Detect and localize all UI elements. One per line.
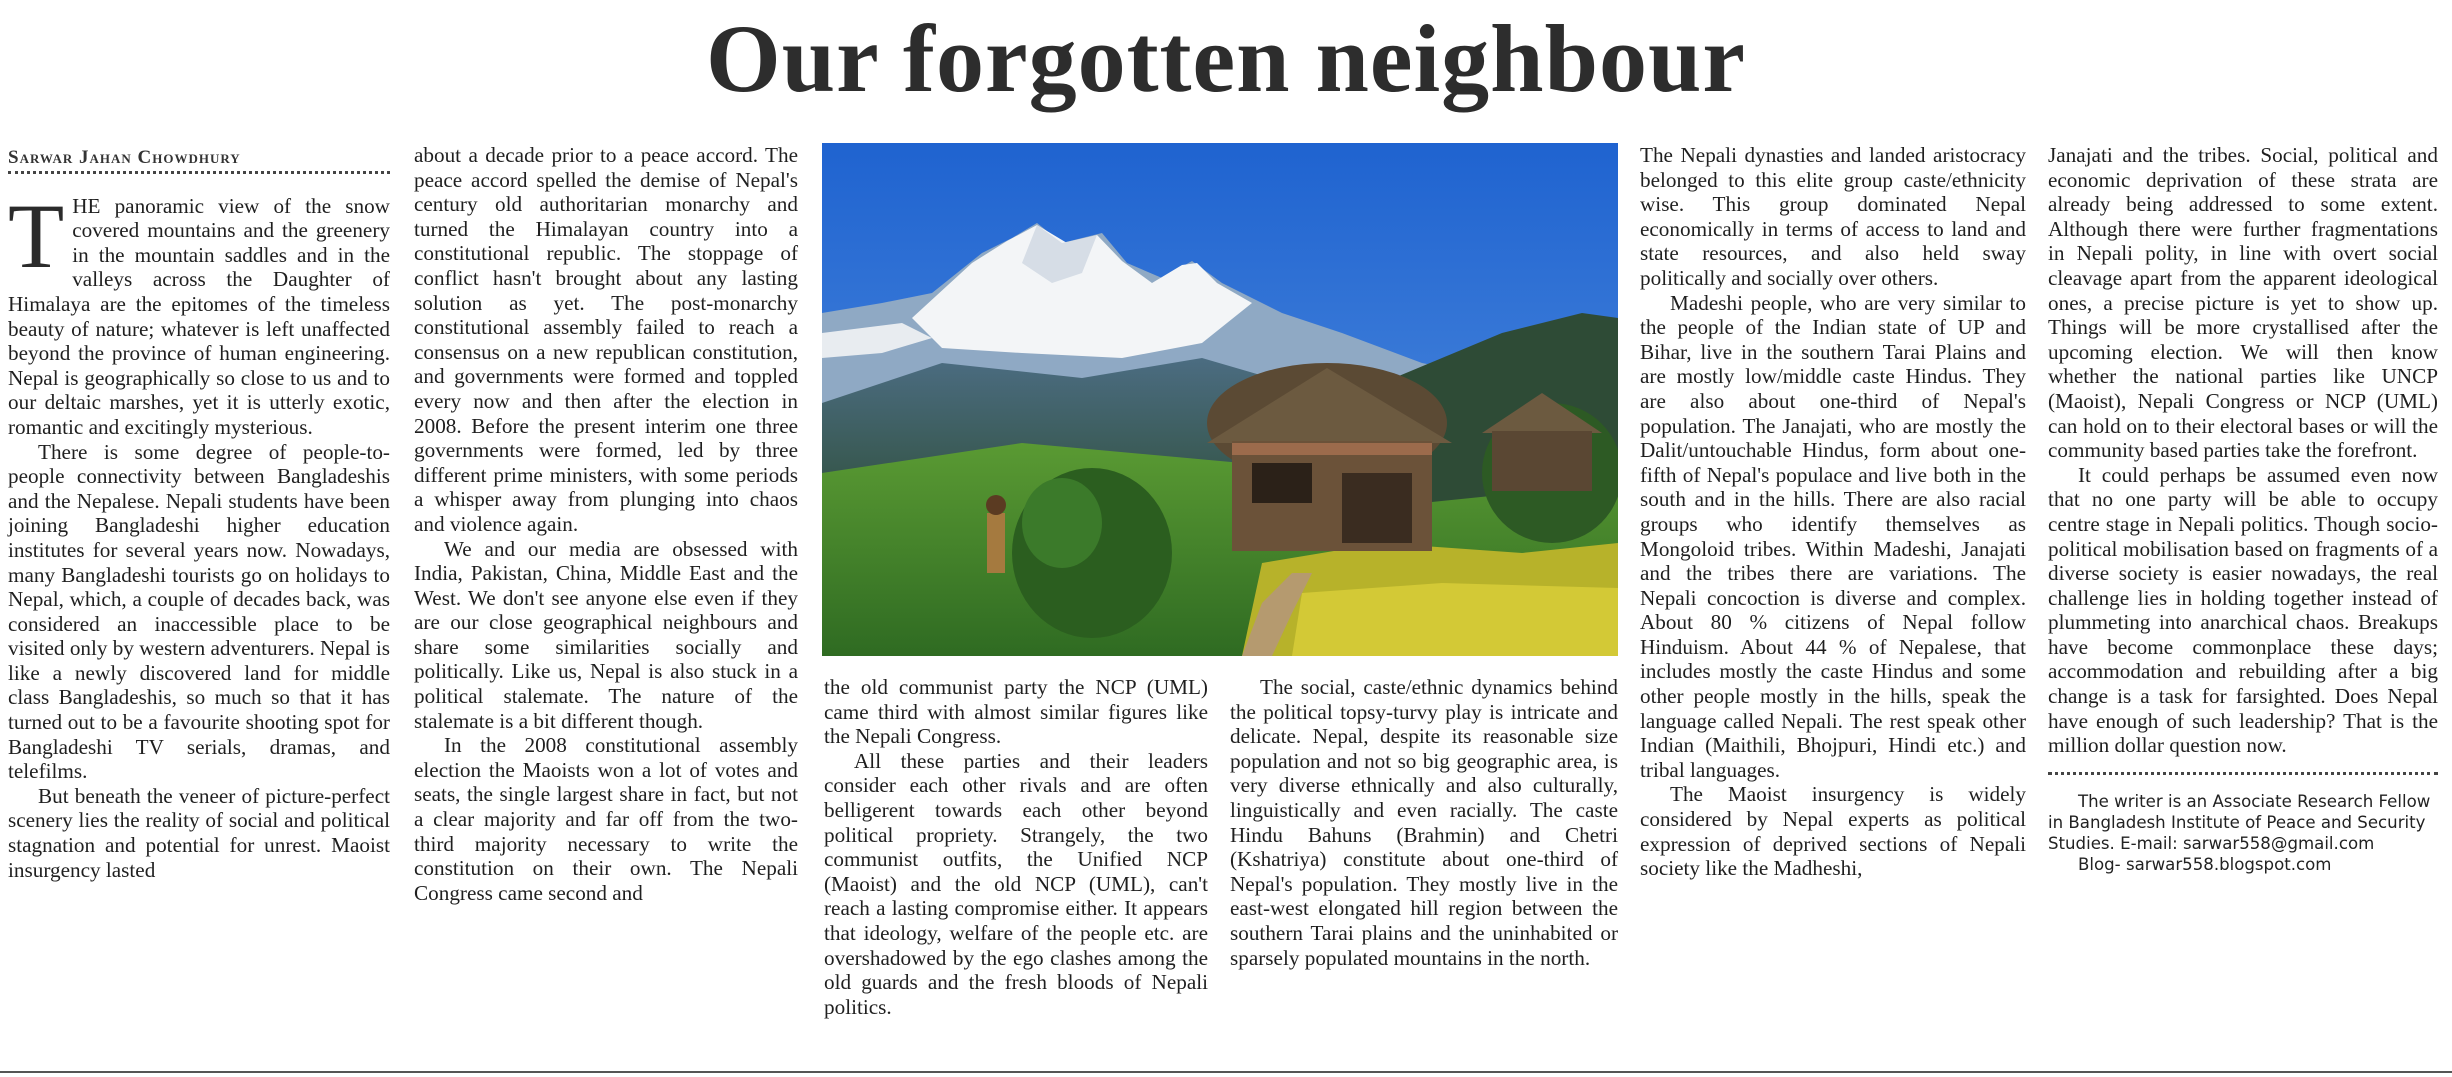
paragraph: about a decade prior to a peace accord. The peace accord spelled the demise of Nepal's century old authoritarian monarchy and turned the Himalayan country into a constitutional republic. The stoppage of conflict hasn't brought about any lasting solution as yet. The post-monarchy constitutional assembly failed to reach a consensus on a new republican constitution, and governments were formed and toppled every now and then after the election in 2008. Before the present interim one three governments were formed, led by three different prime ministers, with some periods a whisper away from plunging into chaos and violence again. [414,143,798,536]
paragraph: The Maoist insurgency is widely considered by Nepal experts as political expression of deprived sections of Nepali society like the Madheshi, [1640,782,2026,881]
paragraph: We and our media are obsessed with India, Pakistan, China, Middle East and the West. We don't see anyone else even if they are our close geographical neighbours and share some similarities socially and politically. Like us, Nepal is also stuck in a political stalemate. The nature of the stalemate is a bit different though. [414,536,798,733]
article-column-2 [414,143,798,905]
author-note [2048,791,2438,875]
paragraph: The Nepali dynasties and landed aristocracy belonged to this elite group caste/ethnicity wise. This group dominated Nepal economically in terms of access to land and state resources, and also held sway politically and socially over others. [1640,143,2026,290]
article-column-1 [8,146,390,882]
paragraph: THE panoramic view of the snow covered mountains and the greenery in the mountain saddles and in the valleys across the Daughter of Himalaya are the epitomes of the timeless beauty of nature; whatever is left unaffected beyond the province of human engineering. Nepal is geographically so close to us and to our deltaic marshes, yet it is utterly exotic, romantic and excitingly mysterious. [8,184,390,439]
byline-divider [8,171,390,174]
paragraph: It could perhaps be assumed even now that no one party will be able to occupy centre stage in Nepali politics. Though socio-political mobilisation based on fragments of a diverse society is easier nowadays, the real challenge lies in holding together instead of plummeting into anarchical chaos. Breakups have become commonplace these days; accommodation and rebuilding after a big change is a task for farsighted. Does Nepal have enough of such leadership? That is the million dollar question now. [2048,462,2438,758]
author-note-divider [2048,772,2438,775]
drop-cap: T [8,184,65,287]
article-column-5 [1640,143,2026,881]
headline: Our forgotten neighbour [706,5,1746,112]
byline: Sarwar Jahan Chowdhury [8,147,241,168]
paragraph: There is some degree of people-to-people connectivity between Bangladeshis and the Nepalese. Nepali students have been joining Bangladeshi higher education institutes for several years now. Nowadays, many Bangladeshi tourists go on holidays to Nepal, which, a couple of decades back, was considered an inaccessible place to be visited only by western adventurers. Nepal is like a newly discovered land for middle class Bangladeshis, so much so that it has turned out to be a favourite shooting spot for Bangladeshi TV serials, dramas, and telefilms. [8,439,390,784]
paragraph: But beneath the veneer of picture-perfect scenery lies the reality of social and political stagnation and potential for unrest. Maoist insurgency lasted [8,783,390,882]
article-column-3 [824,675,1208,1019]
paragraph: Janajati and the tribes. Social, political and economic deprivation of these strata are already being addressed to some extent. Although there were further fragmentations in Nepali polity, in line with overt social cleavage apart from the apparent ideological ones, a precise picture is yet to show up. Things will be more crystallised after the upcoming election. We will then know whether the national parties like UNCP (Maoist), Nepali Congress or NCP (UML) can hold on to their electoral bases or will the community based parties take the forefront. [2048,143,2438,463]
paragraph: In the 2008 constitutional assembly election the Maoists won a lot of votes and seats, the single largest share in fact, but not a clear majority and far off from the two-third majority necessary to write the constitution on their own. The Nepali Congress came second and [414,733,798,905]
himalaya-village-photo [822,143,1618,656]
article-column-6 [2048,143,2438,875]
paragraph: All these parties and their leaders consider each other rivals and are often belligerent towards each other beyond political propriety. Strangely, the two communist outfits, the Unified NCP (Maoist) and the old NCP (UML), can't reach a lasting compromise either. It appears that ideology, welfare of the people etc. are overshadowed by the ego clashes among the old guards and the fresh bloods of Nepali politics. [824,748,1208,1019]
paragraph: Madeshi people, who are very similar to the people of the Indian state of UP and Bihar, live in the southern Tarai Plains and are mostly low/middle caste Hindus. They are also about one-third of Nepal's population. The Janajati, who are mostly the Dalit/untouchable Hindus, form about one-fifth of Nepal's populace and live both in the south and in the hills. There are also racial groups who identify themselves as Mongoloid tribes. Within Madeshi, Janajati and the tribes there are variations. The Nepali concoction is diverse and complex. About 80 % citizens of Nepal follow Hinduism. About 44 % of Nepalese, that includes mostly the caste Hindus and some other people mostly in the hills, speak the language called Nepali. The rest speak other Indian (Maithili, Bhojpuri, Hindi etc.) and tribal languages. [1640,290,2026,782]
paragraph: the old communist party the NCP (UML) came third with almost similar figures like the Nepali Congress. [824,675,1208,749]
paragraph: The social, caste/ethnic dynamics behind the political topsy-turvy play is intricate and delicate. Nepal, despite its reasonable size population and not so big geographic area, is very diverse ethnically and also culturally, linguistically and even racially. The caste Hindu Bahuns (Brahmin) and Chetri (Kshatriya) constitute about one-third of Nepal's population. They mostly live in the east-west elongated hill region between the southern Tarai plains and the uninhabited or sparsely populated mountains in the north. [1230,675,1618,970]
author-blog: Blog- sarwar558.blogspot.com [2078,854,2332,874]
page-bottom-rule [0,1071,2452,1073]
article-column-4 [1230,675,1618,970]
author-note-text: The writer is an Associate Research Fellow in Bangladesh Institute of Peace and Security Studies. E-mail: sarwar558@gmail.com [2048,791,2431,853]
